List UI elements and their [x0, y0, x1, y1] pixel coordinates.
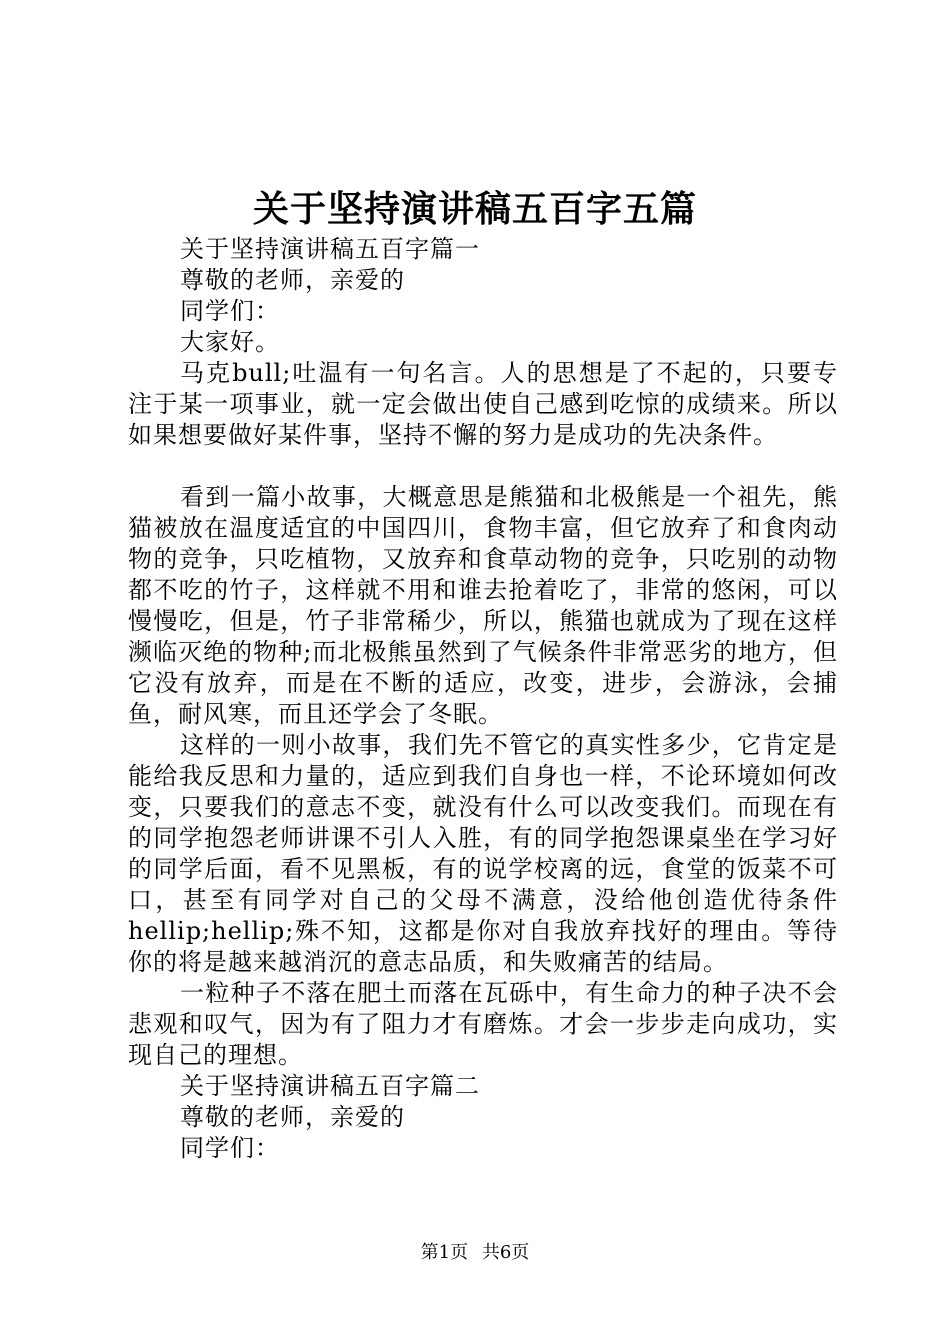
- paragraph-spacer: [128, 451, 838, 482]
- document-body: [128, 234, 838, 1164]
- section2-greeting-line2: 同学们：: [180, 1134, 280, 1162]
- paragraph-quote: 马克bull;吐温有一句名言。人的思想是了不起的，只要专注于某一项事业，就一定会做出使自己感到吃惊的成绩来。所以如果想要做好某件事，坚持不懈的努力是成功的先决条件。: [128, 359, 838, 449]
- section1-greeting-line1: 尊敬的老师，亲爱的: [180, 266, 405, 294]
- section1-hello: 大家好。: [180, 328, 280, 356]
- paragraph-reflection: 这样的一则小故事，我们先不管它的真实性多少，它肯定是能给我反思和力量的，适应到我们自身也一样，不论环境如何改变，只要我们的意志不变，就没有什么可以改变我们。而现在有的同学抱怨老师讲课不引人入胜，有的同学抱怨课桌坐在学习好的同学后面，看不见黑板，有的说学校离的远，食堂的饭菜不可口，甚至有同学对自己的父母不满意，没给他创造优待条件hellip;hellip;殊不知，这都是你对自我放弃找好的理由。等待你的将是越来越消沉的意志品质，和失败痛苦的结局。: [128, 731, 838, 976]
- paragraph-story: 看到一篇小故事，大概意思是熊猫和北极熊是一个祖先，熊猫被放在温度适宜的中国四川，食物丰富，但它放弃了和食肉动物的竞争，只吃植物，又放弃和食草动物的竞争，只吃别的动物都不吃的竹子，这样就不用和谁去抢着吃了，非常的悠闲，可以慢慢吃，但是，竹子非常稀少，所以，熊猫也就成为了现在这样濒临灭绝的物种;而北极熊虽然到了气候条件非常恶劣的地方，但它没有放弃，而是在不断的适应，改变，进步，会游泳，会捕鱼，耐风寒，而且还学会了冬眠。: [128, 483, 838, 728]
- page-number: 第1页: [420, 1242, 469, 1263]
- document-title: 关于坚持演讲稿五百字五篇: [252, 188, 697, 230]
- page-footer: [0, 1240, 950, 1266]
- section1-greeting-line2: 同学们：: [180, 297, 280, 325]
- paragraph-seed: 一粒种子不落在肥土而落在瓦砾中，有生命力的种子决不会悲观和叹气，因为有了阻力才有磨炼。才会一步步走向成功，实现自己的理想。: [128, 979, 838, 1069]
- section1-heading: 关于坚持演讲稿五百字篇一: [180, 235, 480, 263]
- page-total: 共6页: [481, 1242, 530, 1263]
- section2-heading: 关于坚持演讲稿五百字篇二: [180, 1072, 480, 1100]
- section2-greeting-line1: 尊敬的老师，亲爱的: [180, 1103, 405, 1131]
